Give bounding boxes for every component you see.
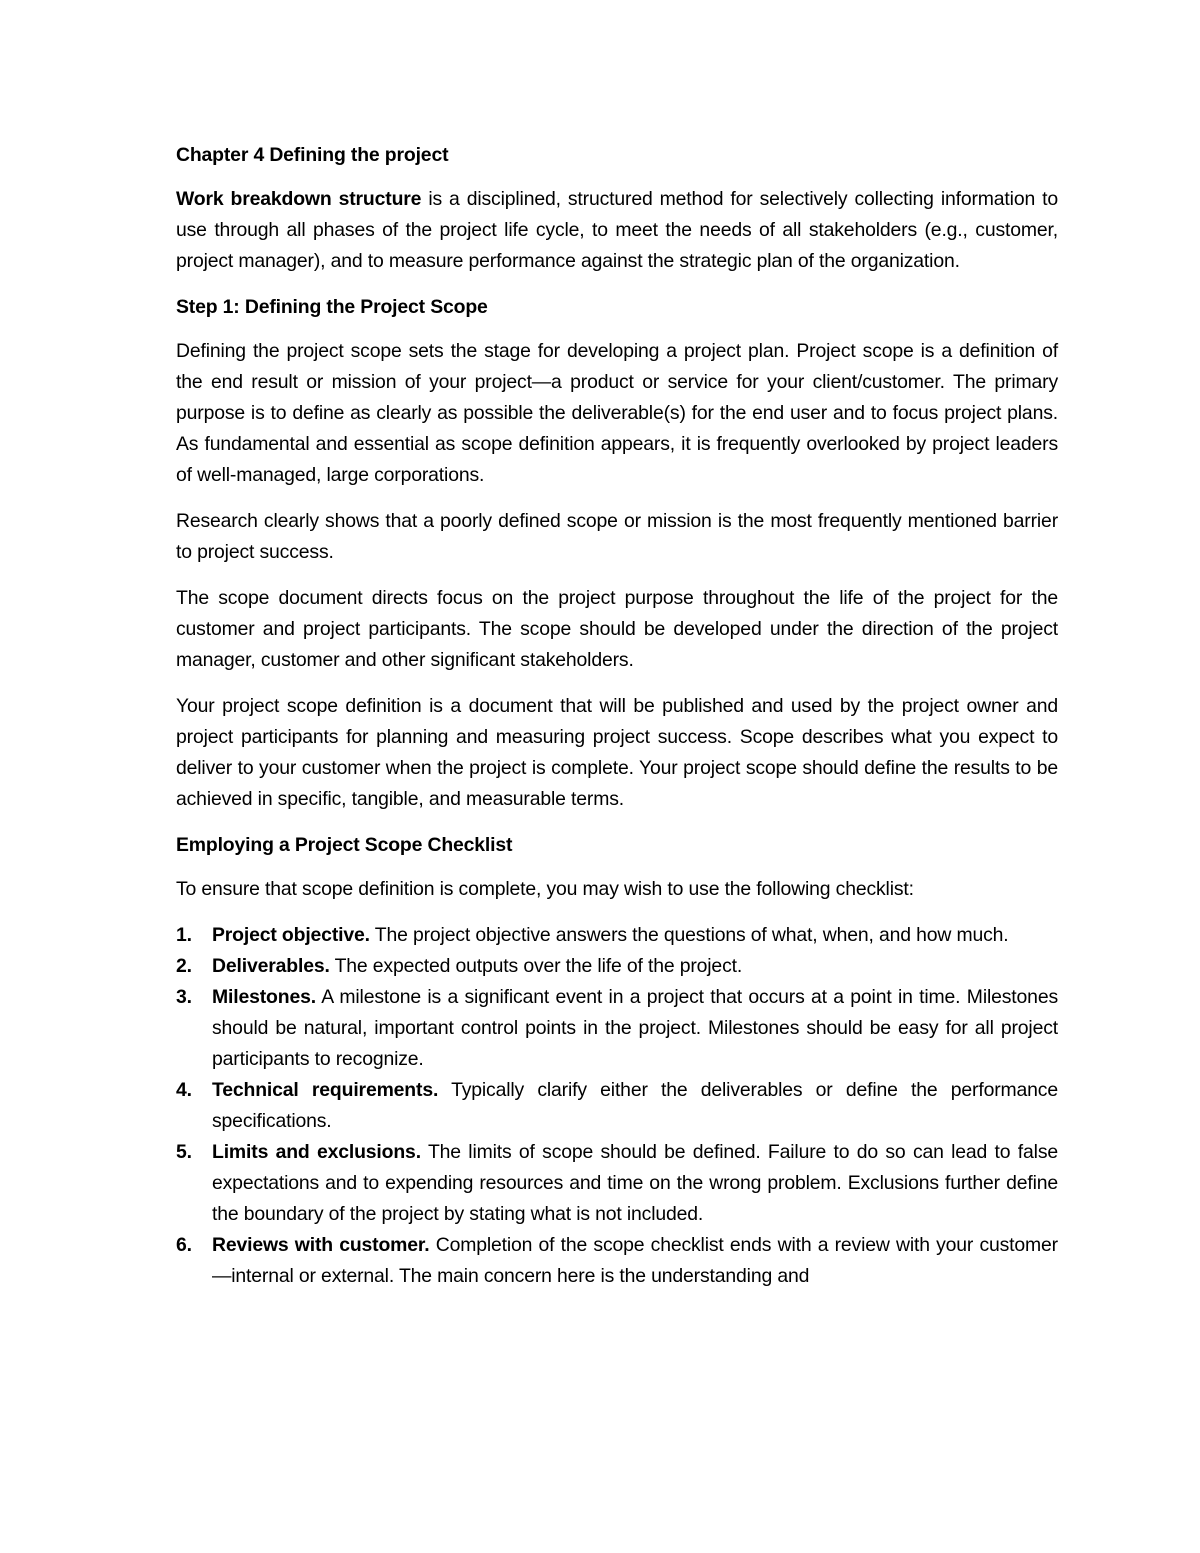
scope-paragraph-4: Your project scope definition is a document that will be published and used by the project owner and project participants for planning and measuring project success. Scope describes what you expect to deliver to your customer when the project is complete. Your project scope should define the results to be achieved in specific, tangible, and measurable terms.: [176, 695, 1058, 810]
list-item-text: Completion of the scope checklist ends with a review with your customer—internal or external. The main concern here is the understanding and: [212, 1234, 1058, 1287]
list-item-number: 1.: [176, 924, 192, 946]
wbs-paragraph: [176, 184, 1058, 277]
document-page: [176, 140, 1058, 1292]
list-item-number: 6.: [176, 1234, 192, 1256]
checklist-list: [176, 920, 1058, 1292]
list-item-term: Milestones.: [212, 986, 316, 1008]
step1-heading: Step 1: Defining the Project Scope: [176, 296, 488, 318]
list-item-text: The limits of scope should be defined. Failure to do so can lead to false expectations and to expending resources and time on the wrong problem. Exclusions further define the boundary of the project by stating what is not included.: [212, 1141, 1058, 1225]
checklist-intro: To ensure that scope definition is complete, you may wish to use the following checklist:: [176, 878, 914, 900]
chapter-title: Chapter 4 Defining the project: [176, 144, 449, 166]
list-item: [176, 1137, 1058, 1230]
list-item-number: 5.: [176, 1141, 192, 1163]
list-item: [176, 1230, 1058, 1292]
list-item-term: Deliverables.: [212, 955, 330, 977]
list-item-number: 3.: [176, 986, 192, 1008]
scope-paragraph-3: The scope document directs focus on the project purpose throughout the life of the project for the customer and project participants. The scope should be developed under the direction of the project manager, customer and other significant stakeholders.: [176, 587, 1058, 671]
list-item-term: Technical requirements.: [212, 1079, 439, 1101]
scope-paragraph-1: Defining the project scope sets the stage for developing a project plan. Project scope is a definition of the end result or mission of your project—a product or service for your client/customer. The primary purpose is to define as clearly as possible the deliverable(s) for the end user and to focus project plans. As fundamental and essential as scope definition appears, it is frequently overlooked by project leaders of well-managed, large corporations.: [176, 340, 1058, 486]
list-item-term: Limits and exclusions.: [212, 1141, 421, 1163]
list-item: [176, 1075, 1058, 1137]
scope-paragraph-2: Research clearly shows that a poorly defined scope or mission is the most frequently mentioned barrier to project success.: [176, 510, 1058, 563]
wbs-text: is a disciplined, structured method for selectively collecting information to use through all phases of the project life cycle, to meet the needs of all stakeholders (e.g., customer, project manager), and to measure performance against the strategic plan of the organization.: [176, 188, 1058, 272]
list-item-number: 4.: [176, 1079, 192, 1101]
list-item-number: 2.: [176, 955, 192, 977]
checklist-heading: Employing a Project Scope Checklist: [176, 834, 513, 856]
list-item-text: The expected outputs over the life of the project.: [329, 955, 743, 977]
list-item-text: The project objective answers the questions of what, when, and how much.: [369, 924, 1009, 946]
list-item: [176, 982, 1058, 1075]
wbs-term: Work breakdown structure: [176, 188, 422, 210]
list-item-text: A milestone is a significant event in a project that occurs at a point in time. Milestones should be natural, important control points in the project. Milestones should be easy for all project participants to recognize.: [212, 986, 1058, 1070]
list-item-term: Reviews with customer.: [212, 1234, 430, 1256]
list-item: [176, 920, 1058, 951]
list-item: [176, 951, 1058, 982]
list-item-term: Project objective.: [212, 924, 370, 946]
list-item-text: Typically clarify either the deliverables or define the performance specifications.: [212, 1079, 1058, 1132]
